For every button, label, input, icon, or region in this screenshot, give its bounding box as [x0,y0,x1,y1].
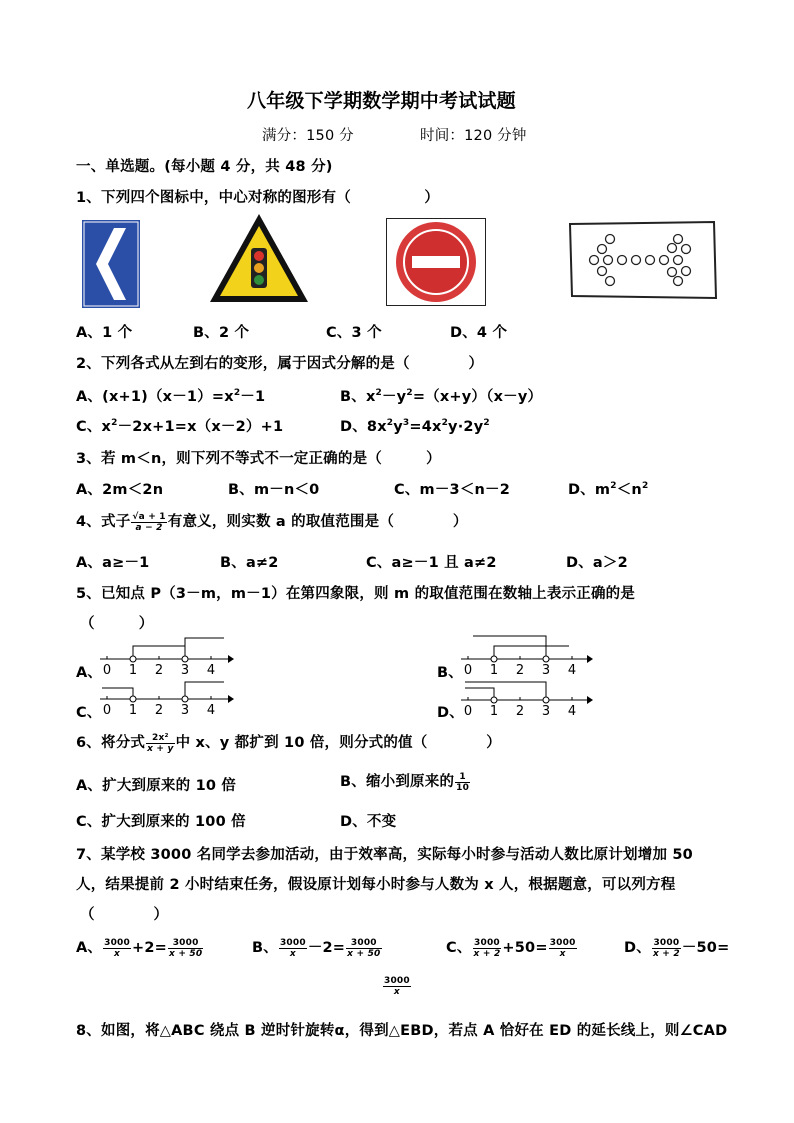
tick-label: 1 [489,704,499,718]
q3-option-b[interactable]: B、m－n＜0 [228,482,320,498]
section-heading: 一、单选题。(每小题 4 分，共 48 分) [76,159,333,175]
q4-stem: 4、式子 $\frac{√a + 1}{a - 2}$ 有意义，则实数 a 的取值范围是（ ） [76,511,468,533]
tick-label: 4 [567,663,577,678]
q2-option-d[interactable]: D、$8x^2y^3=4x^2y\cdot 2y^2$ [340,418,490,435]
q1-option-a[interactable]: A、1 个 [76,325,133,341]
q2-option-c[interactable]: C、$x^2-2x+1=x(x-2)+1$ [76,418,284,435]
tick-label: 3 [541,704,551,718]
tick-label: 2 [515,704,525,718]
no-entry-sign-icon [386,218,486,306]
tick-label: 4 [567,704,577,718]
q4-option-d[interactable]: D、a＞2 [566,555,628,571]
tick-label: 3 [180,663,190,678]
full-score: 满分：150 分 [262,128,354,144]
q5-stem: 5、已知点 P（3－m，m－1）在第四象限，则 m 的取值范围在数轴上表示正确的是 [76,586,636,602]
q5-label-a[interactable]: A、 [76,665,103,681]
traffic-light-sign-icon [208,212,310,304]
q6-fraction: $\frac{\text{2x²}}{x + y}$ [147,732,174,754]
q1-stem: 1、下列四个图标中，中心对称的图形有（ ） [76,190,440,206]
tick-label: 0 [102,703,112,718]
q5-numberline-b[interactable] [457,634,597,678]
tick-label: 3 [180,703,190,718]
q4-option-b[interactable]: B、a≠2 [220,555,279,571]
q7-option-c[interactable]: C、 $\frac{3000}{x + 2}$ +50= $\frac{3000}{x}$ [446,937,576,959]
q2-option-a[interactable]: A、$(x+1)(x-1)=x^2-1$ [76,388,266,405]
tick-label: 0 [463,663,473,678]
tick-label: 3 [541,663,551,678]
tick-label: 1 [128,703,138,718]
tick-label: 1 [128,663,138,678]
tick-label: 0 [463,704,473,718]
q4-option-a[interactable]: A、a≥－1 [76,555,150,571]
tick-label: 2 [515,663,525,678]
q4-option-c[interactable]: C、a≥－1 且 a≠2 [366,555,497,571]
q7-option-d-continued: $\frac{3000}{x}$ [384,976,410,997]
q7-line1: 7、某学校 3000 名同学去参加活动，由于效率高，实际每小时参与活动人数比原计划增加 50 [76,847,693,863]
page-title: 八年级下学期数学期中考试试题 [247,90,516,112]
q2-stem: 2、下列各式从左到右的变形，属于因式分解的是（ ） [76,356,484,372]
q3-option-a[interactable]: A、2m＜2n [76,482,164,498]
q6-option-a[interactable]: A、扩大到原来的 10 倍 [76,778,237,794]
q2-option-b[interactable]: B、$x^2-y^2=(x+y)(x-y)$ [340,388,543,405]
tick-label: 2 [154,663,164,678]
q3-option-c[interactable]: C、m－3＜n－2 [394,482,511,498]
q1-option-d[interactable]: D、4 个 [450,325,508,341]
q6-option-c[interactable]: C、扩大到原来的 100 倍 [76,814,246,830]
q6-option-d[interactable]: D、不变 [340,814,397,830]
tick-label: 4 [206,663,216,678]
exam-time: 时间：120 分钟 [420,128,527,144]
q5-label-c[interactable]: C、 [76,705,102,721]
q7-paren: （ ） [80,907,169,923]
q3-stem: 3、若 m＜n，则下列不等式不一定正确的是（ ） [76,451,441,467]
q6-option-b[interactable]: B、缩小到原来的 $\frac{1}{10}$ [340,771,470,793]
q1-option-b[interactable]: B、2 个 [193,325,250,341]
left-turn-sign-icon [82,220,140,308]
tick-label: 4 [206,703,216,718]
tick-label: 2 [154,703,164,718]
q5-label-d[interactable]: D、 [437,705,464,721]
q7-option-a[interactable]: A、 $\frac{3000}{x}$ +2= $\frac{3000}{x + 50}$ [76,937,203,959]
q1-option-c[interactable]: C、3 个 [326,325,382,341]
q4-fraction: $\frac{√a + 1}{a - 2}$ [132,511,166,533]
tick-label: 0 [102,663,112,678]
q5-paren: （ ） [80,616,154,632]
q7-option-b[interactable]: B、 $\frac{3000}{x}$ －2= $\frac{3000}{x + 50}$ [252,937,381,959]
q5-label-b[interactable]: B、 [437,665,463,681]
arrow-dots-sign-icon [568,220,718,300]
q7-line2: 人，结果提前 2 小时结束任务，假设原计划每小时参与人数为 x 人，根据题意，可以列方程 [76,877,676,893]
tick-label: 1 [489,663,499,678]
q5-numberline-d[interactable] [457,678,597,718]
q3-option-d[interactable]: D、$m^2<n^2$ [568,481,649,498]
q6-stem: 6、将分式 $\frac{\text{2x²}}{x + y}$ 中 x、y 都扩到 10 倍，则分式的值（ ） [76,732,501,754]
q8-stem: 8、如图，将△ABC 绕点 B 逆时针旋转α，得到△EBD，若点 A 恰好在 ED 的延长线上，则∠CAD [76,1023,728,1039]
q5-numberline-c[interactable] [96,678,236,718]
q7-option-d[interactable]: D、 $\frac{3000}{x + 2}$ －50= [624,937,730,959]
q5-numberline-a[interactable] [96,636,236,678]
